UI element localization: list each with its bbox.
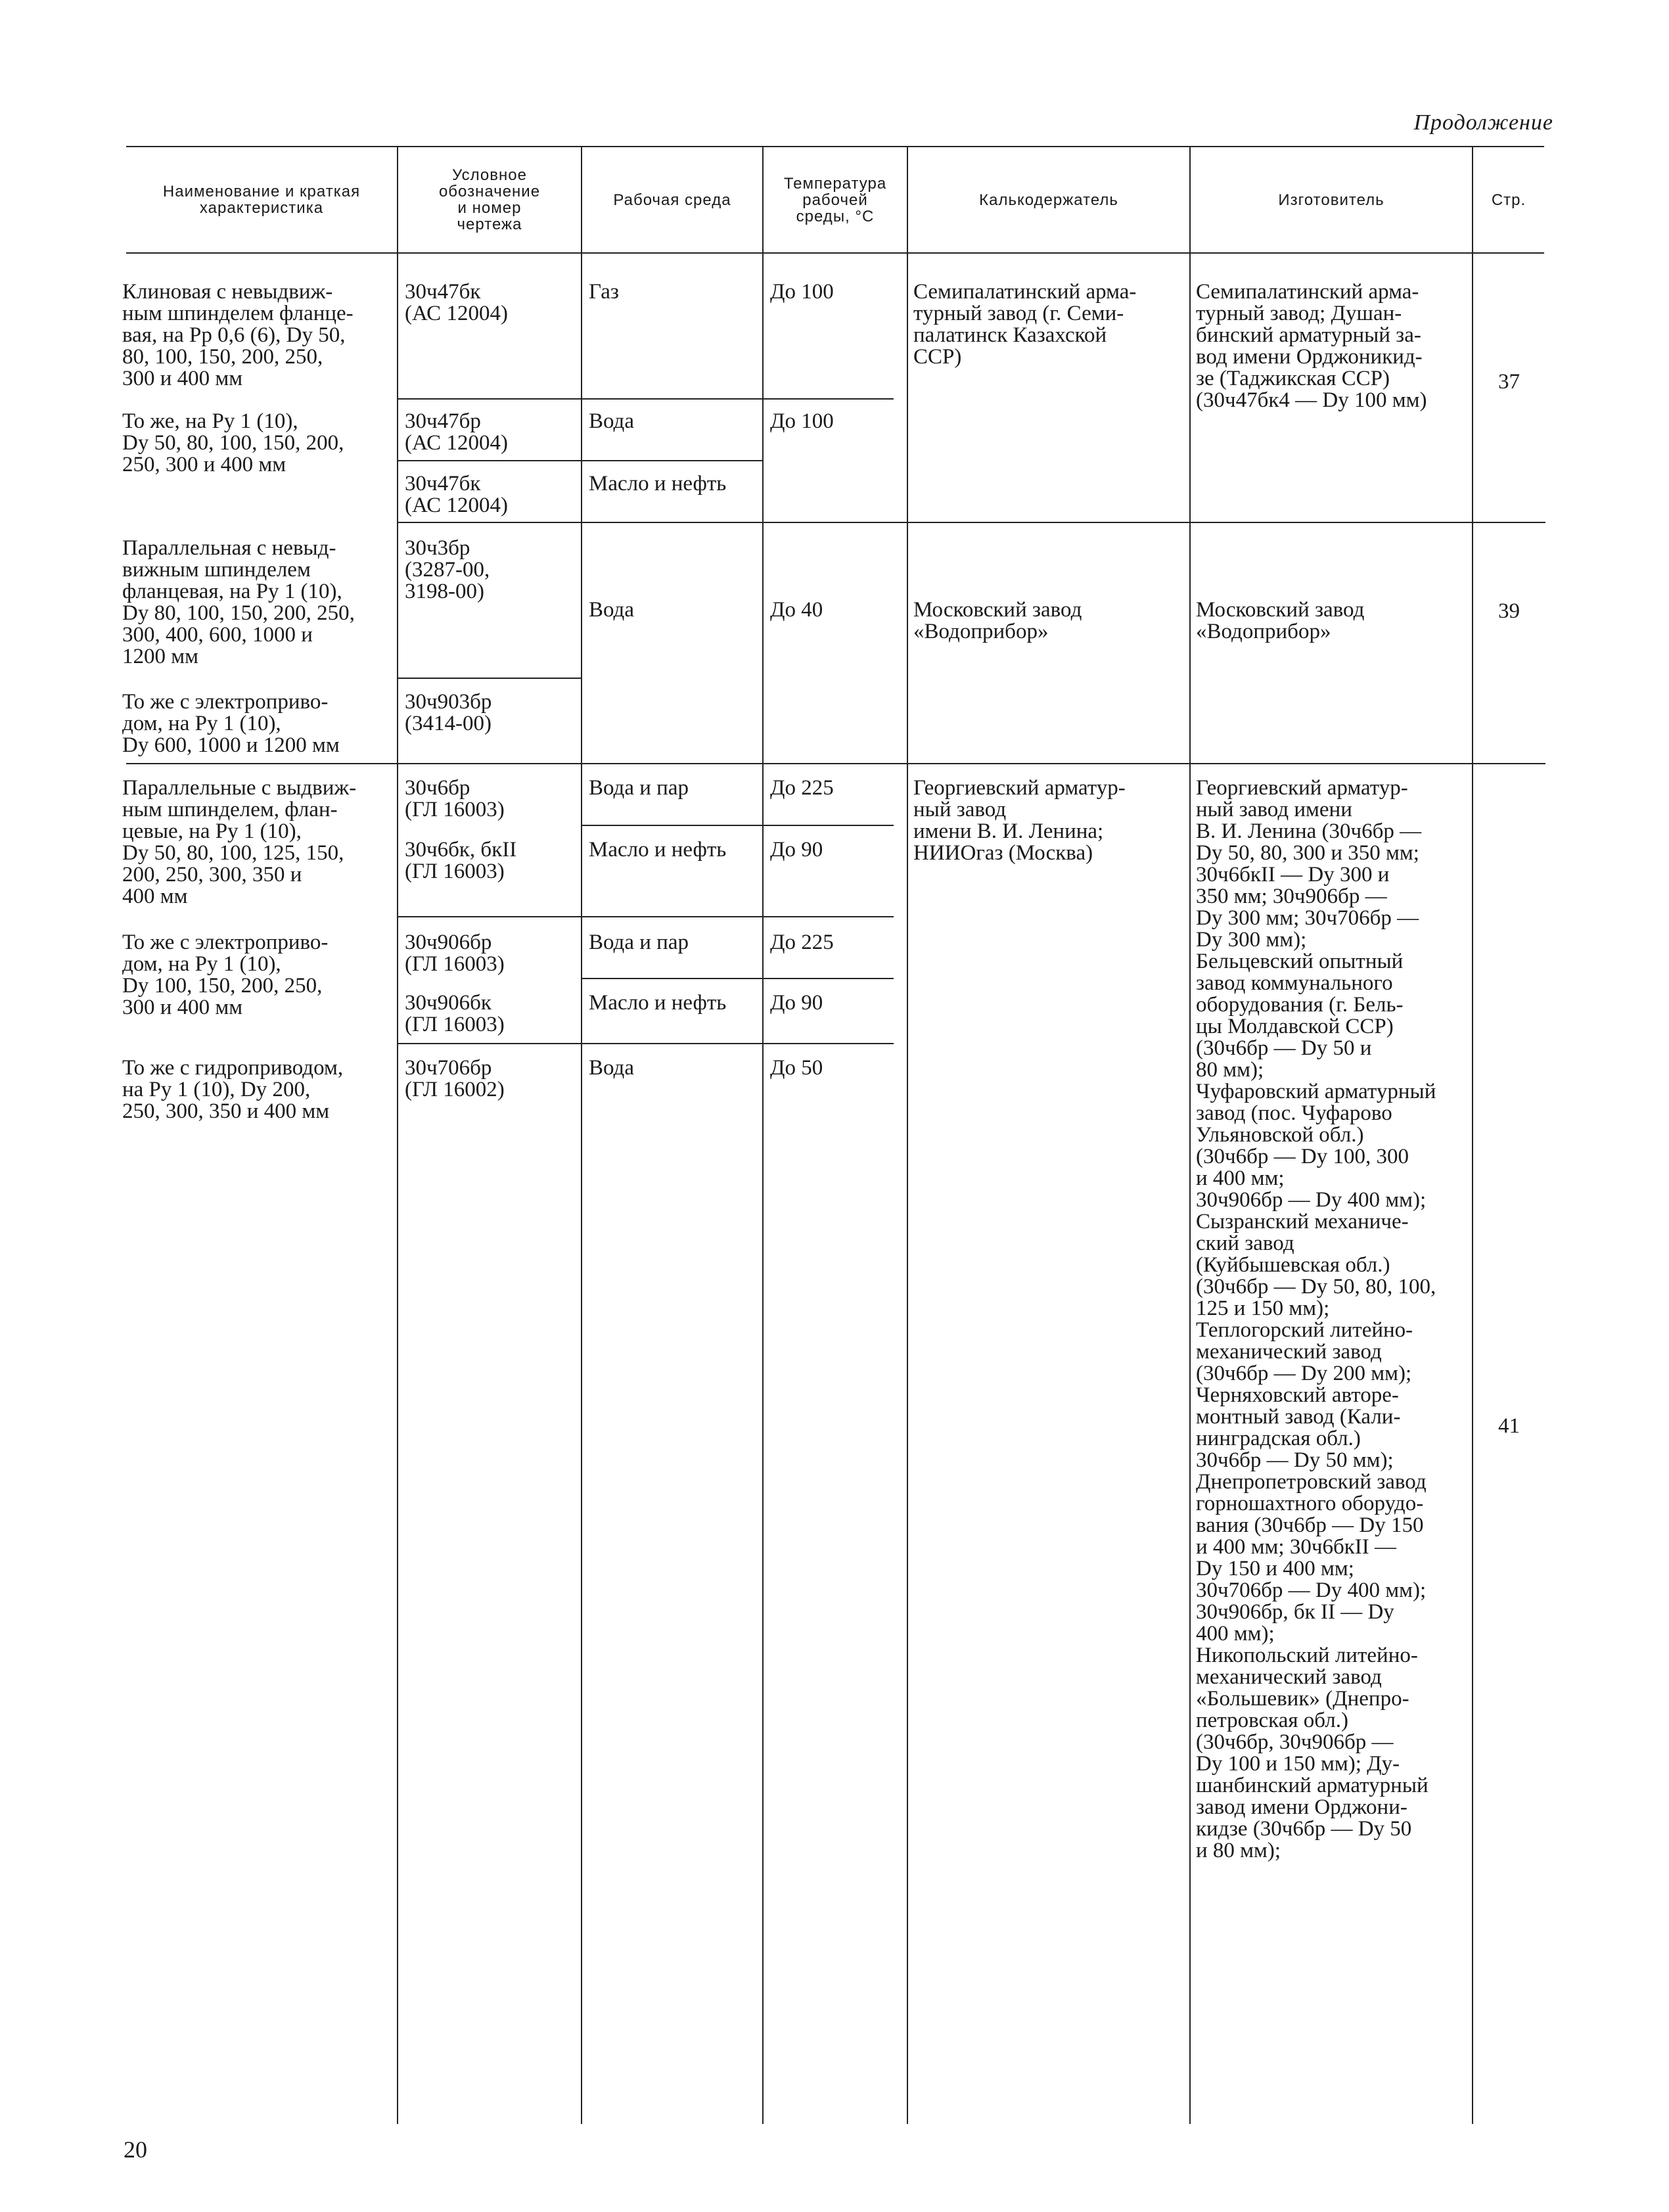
medium-cell: Газ — [589, 280, 619, 304]
medium-cell: Масло и нефть — [589, 991, 727, 1015]
name-cell: Параллельная с невыд- вижным шпинделем фланцевая, на Pу 1 (10), Dу 80, 100, 150, 200, 250, 300, 400, 600, 1000 и 1200 мм — [122, 536, 355, 668]
header-name: Наименование и краткая характеристика — [162, 183, 361, 217]
designation-cell: 30ч47бк (АС 12004) — [405, 472, 508, 517]
header-holder: Калькодержатель — [979, 191, 1118, 209]
medium-cell: Вода — [589, 1056, 634, 1080]
row-separator — [581, 978, 894, 979]
designation-cell: 30ч3бр (3287-00, 3198-00) — [405, 536, 490, 603]
designation-cell: 30ч706бр (ГЛ 16002) — [405, 1056, 505, 1101]
holder-cell: Московский завод «Водоприбор» — [913, 598, 1082, 643]
temperature-cell: До 225 — [770, 931, 834, 954]
column-rule — [907, 146, 908, 2124]
page-ref: 41 — [1498, 1414, 1520, 1438]
name-cell: То же с гидроприводом, на Pу 1 (10), Dу 200, 250, 300, 350 и 400 мм — [122, 1056, 344, 1123]
row-separator — [397, 398, 581, 400]
designation-cell: 30ч906бр (ГЛ 16003) — [405, 931, 505, 976]
medium-cell: Масло и нефть — [589, 472, 727, 495]
page-ref: 39 — [1498, 599, 1520, 623]
designation-cell: 30ч47бк (АС 12004) — [405, 280, 508, 325]
designation-cell: 30ч906бк (ГЛ 16003) — [405, 991, 505, 1036]
header-temperature: Температура рабочей среды, °С — [783, 174, 887, 225]
header-bottom-rule — [126, 252, 1544, 254]
medium-cell: Вода — [589, 598, 634, 622]
group-separator — [397, 522, 1545, 523]
row-separator — [397, 460, 581, 461]
designation-cell: 30ч6бк, бкII (ГЛ 16003) — [405, 838, 517, 883]
row-separator — [397, 1043, 894, 1044]
name-cell: То же, на Pу 1 (10), Dу 50, 80, 100, 150, 200, 250, 300 и 400 мм — [122, 409, 344, 476]
manufacturer-cell: Московский завод «Водоприбор» — [1196, 598, 1365, 643]
designation-cell: 30ч6бр (ГЛ 16003) — [405, 776, 505, 821]
column-rule — [1472, 146, 1473, 2124]
name-cell: То же с электроприво- дом, на Pу 1 (10), Dу 600, 1000 и 1200 мм — [122, 690, 340, 757]
continuation-label: Продолжение — [1413, 110, 1553, 135]
temperature-cell: До 225 — [770, 776, 834, 800]
name-cell: То же с электроприво- дом, на Pу 1 (10), Dу 100, 150, 200, 250, 300 и 400 мм — [122, 931, 329, 1019]
page-ref: 37 — [1498, 370, 1520, 394]
temperature-cell: До 40 — [770, 598, 823, 622]
column-rule — [581, 146, 582, 2124]
group-separator — [126, 763, 1545, 764]
temperature-cell: До 90 — [770, 838, 823, 862]
column-rule — [1189, 146, 1191, 2124]
name-cell: Параллельные с выдвиж- ным шпинделем, флан- цевые, на Pу 1 (10), Dу 50, 80, 100, 125, 150, 200, 250, 300, 350 и 400 мм — [122, 776, 357, 908]
designation-cell: 30ч903бр (3414-00) — [405, 690, 492, 735]
column-rule — [762, 146, 764, 2124]
header-manufacturer: Изготовитель — [1278, 191, 1384, 209]
temperature-cell: До 90 — [770, 991, 823, 1015]
medium-cell: Вода и пар — [589, 931, 689, 954]
row-separator — [581, 825, 894, 826]
row-separator — [397, 678, 581, 679]
designation-cell: 30ч47бр (АС 12004) — [405, 409, 508, 455]
row-separator — [581, 460, 762, 461]
medium-cell: Вода и пар — [589, 776, 689, 800]
header-designation: Условное обозначение и номер чертежа — [438, 166, 541, 233]
temperature-cell: До 50 — [770, 1056, 823, 1080]
manufacturer-cell: Семипалатинский арма- турный завод; Душан- бинский арматурный за- вод имени Орджоникид- зе (Таджикская ССР) (30ч47бк4 — Dу 100 мм) — [1196, 280, 1427, 412]
holder-cell: Георгиевский арматур- ный завод имени В. И. Ленина; НИИОгаз (Москва) — [913, 776, 1126, 865]
table-top-rule — [126, 146, 1544, 147]
row-separator — [397, 916, 894, 917]
header-page: Стр. — [1491, 191, 1526, 209]
holder-cell: Семипалатинский арма- турный завод (г. Семи- палатинск Казахской ССР) — [913, 280, 1137, 369]
temperature-cell: До 100 — [770, 280, 834, 304]
name-cell: Клиновая с невыдвиж- ным шпинделем фланце- вая, на Pр 0,6 (6), Dу 50, 80, 100, 150, 200, 250, 300 и 400 мм — [122, 280, 354, 390]
medium-cell: Вода — [589, 409, 634, 433]
temperature-cell: До 100 — [770, 409, 834, 433]
medium-cell: Масло и нефть — [589, 838, 727, 862]
column-rule — [397, 146, 398, 2124]
header-medium: Рабочая среда — [613, 191, 731, 209]
row-separator — [581, 398, 894, 400]
page-number: 20 — [124, 2136, 147, 2163]
manufacturer-cell: Георгиевский арматур- ный завод имени В. И. Ленина (30ч6бр — Dу 50, 80, 300 и 350 мм; 30ч6бкII — Dу 300 и 350 мм; 30ч906бр — Dу 300 мм; 30ч706бр — Dу 300 мм); Бельцевский опытный завод коммунального оборудования (г. Бель- цы Молдавской ССР) (30ч6бр — Dу 50 и 80 мм); Чуфаровский арматурный завод (пос. Чуфарово Ульяновской обл.) (30ч6бр — Dу 100, 300 и 400 мм; 30ч906бр — Dу 400 мм); Сызранский механиче- ский завод (Куйбышевская обл.) (30ч6бр — Dу 50, 80, 100, 125 и 150 мм); Теплогорский литейно- механический завод (30ч6бр — Dу 200 мм); Черняховский авторе- монтный завод (Кали- нинградская обл.) 30ч6бр — Dу 50 мм); Днепропетровский завод горношахтного оборудо- вания (30ч6бр — Dу 150 и 400 мм; 30ч6бкII — Dу 150 и 400 мм; 30ч706бр — Dу 400 мм); 30ч906бр, бк II — Dу 400 мм); Никопольский литейно- механический завод «Большевик» (Днепро- петровская обл.) (30ч6бр, 30ч906бр — Dу 100 и 150 мм); Ду- шанбинский арматурный завод имени Орджони- кидзе (30ч6бр — Dу 50 и 80 мм); — [1196, 776, 1436, 1862]
